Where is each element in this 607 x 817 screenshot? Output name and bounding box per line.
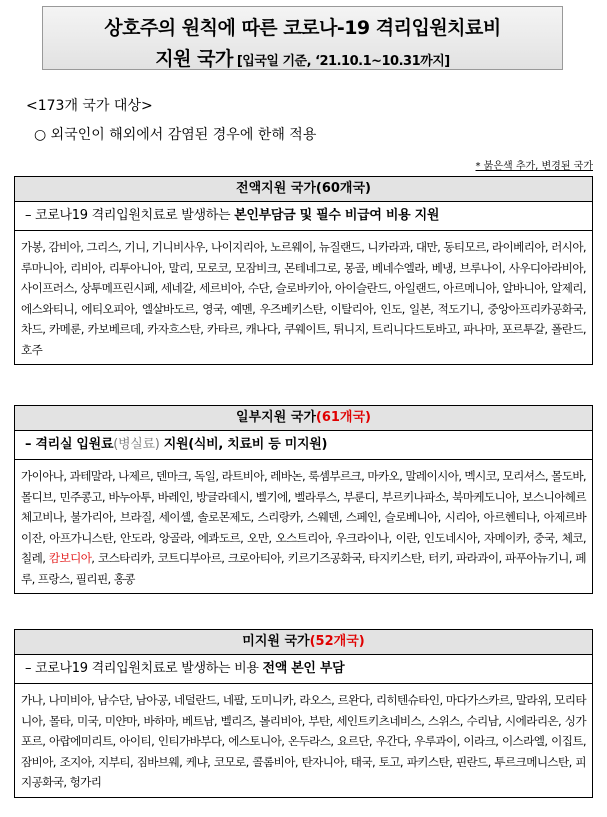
partial-support-desc-bold2: 지원(식비, 치료비 등 미지원)	[159, 437, 328, 452]
no-support-title: 미지원 국가	[242, 634, 310, 649]
full-support-header	[15, 177, 592, 202]
no-support-desc-text: – 코로나19 격리입원치료로 발생하는 비용	[25, 661, 263, 676]
partial-support-title: 일부지원 국가	[236, 410, 316, 425]
no-support-description	[15, 655, 592, 684]
page-title-line1: 상호주의 원칙에 따른 코로나-19 격리입원치료비	[104, 17, 501, 39]
legend-note: * 붉은색 추가, 변경된 국가	[475, 161, 593, 172]
full-support-country-list: 가봉, 감비아, 그리스, 기니, 기니비사우, 나이지리아, 노르웨이, 뉴질랜드, 니카라과, 대만, 동티모르, 라이베리아, 러시아, 루마니아, 리비아, 리투아니아, 말리, 모로코, 모잠비크, 몬테네그로, 몽골, 베네수엘라, 베냉, 브루나이, 사우디아라비아, 사이프러스, 상투메프린시페, 세네갈, 세르비아, 수단, 슬로바키아, 아이슬란드, 아일랜드, 아르메니아, 알바니아, 알제리, 에스와티니, 에티오피아, 엘살바도르, 영국, 예멘, 우즈베키스탄, 이탈리아, 인도, 일본, 적도기니, 중앙아프리카공화국, 차드, 카메룬, 카보베르데, 카자흐스탄, 카타르, 캐나다, 쿠웨이트, 튀니지, 트리니다드토바고, 파나마, 포르투갈, 폴란드, 호주	[21, 240, 586, 357]
full-support-title: 전액지원 국가	[236, 181, 316, 196]
full-support-desc-text: – 코로나19 격리입원치료로 발생하는	[25, 208, 235, 223]
partial-countries-part1: 가이아나, 과테말라, 나제르, 덴마크, 독일, 라트비아, 레바논, 룩셈부르크, 마카오, 말레이시아, 멕시코, 모리셔스, 몰도바, 몰디브, 민주콩고, 바누아투, 바레인, 방글라데시, 벨기에, 벨라루스, 부룬디, 부르키나파소, 북마케도니아, 보스니아헤르체고비나, 불가리아, 브라질, 세이셸, 솔로몬제도, 스리랑카, 스웨덴, 스페인, 슬로베니아, 시리아, 아르헨티나, 아제르바이잔, 아프가니스탄, 안도라, 앙골라, 에콰도르, 오만, 오스트리아, 우크라이나, 이란, 인도네시아, 자메이카, 중국, 체코, 칠레,	[21, 469, 586, 565]
partial-support-header	[15, 406, 592, 431]
partial-countries-new: 캄보디아	[48, 551, 92, 565]
partial-countries-part2: , 코스타리카, 코트디부아르, 크로아티아, 키르기즈공화국, 타지키스탄, 터키, 파라과이, 파푸아뉴기니, 페루, 프랑스, 필리핀, 홍콩	[21, 551, 587, 586]
no-support-country-list: 가나, 나미비아, 남수단, 남아공, 네덜란드, 네팔, 도미니카, 라오스, 르완다, 리히텐슈타인, 마다가스카르, 말라위, 모리타니아, 몰타, 미국, 미얀마, 바하마, 베트남, 벨리즈, 볼리비아, 부탄, 세인트키츠네비스, 스위스, 수리남, 시에라리온, 싱가포르, 아랍에미리트, 아이티, 인티가바부다, 에스토니아, 온두라스, 요르단, 우간다, 우루과이, 이라크, 이스라엘, 이집트, 잠비아, 조지아, 지부티, 짐바브웨, 케냐, 코모로, 콜롬비아, 탄자니아, 태국, 토고, 파키스탄, 핀란드, 투르크메니스탄, 피지공화국, 헝가리	[21, 693, 586, 789]
partial-support-country-list	[15, 460, 592, 593]
no-support-desc-bold: 전액 본인 부담	[262, 661, 345, 676]
scope-note: ○ 외국인이 해외에서 감염된 경우에 한해 적용	[34, 127, 317, 143]
full-support-section	[14, 176, 593, 365]
title-box	[42, 6, 563, 70]
partial-support-description	[15, 431, 592, 460]
page-title-line2	[43, 44, 562, 71]
partial-support-desc-gray: (병실료)	[113, 437, 160, 452]
full-support-desc-bold: 본인부담금 및 필수 비급여 비용 지원	[234, 208, 440, 223]
full-support-description	[15, 202, 592, 231]
partial-support-section	[14, 405, 593, 594]
full-support-count: (60개국)	[315, 181, 371, 196]
page-title-date-range: [입국일 기준, ‘21.10.1~10.31까지]	[232, 54, 450, 69]
no-support-count: (52개국)	[309, 634, 365, 649]
country-count-heading: <173개 국가 대상>	[26, 98, 153, 114]
partial-support-count: (61개국)	[315, 410, 371, 425]
page-title-main: 지원 국가	[155, 48, 233, 70]
no-support-section	[14, 629, 593, 798]
no-support-header	[15, 630, 592, 655]
partial-support-desc-bold1: – 격리실 입원료	[25, 437, 114, 452]
